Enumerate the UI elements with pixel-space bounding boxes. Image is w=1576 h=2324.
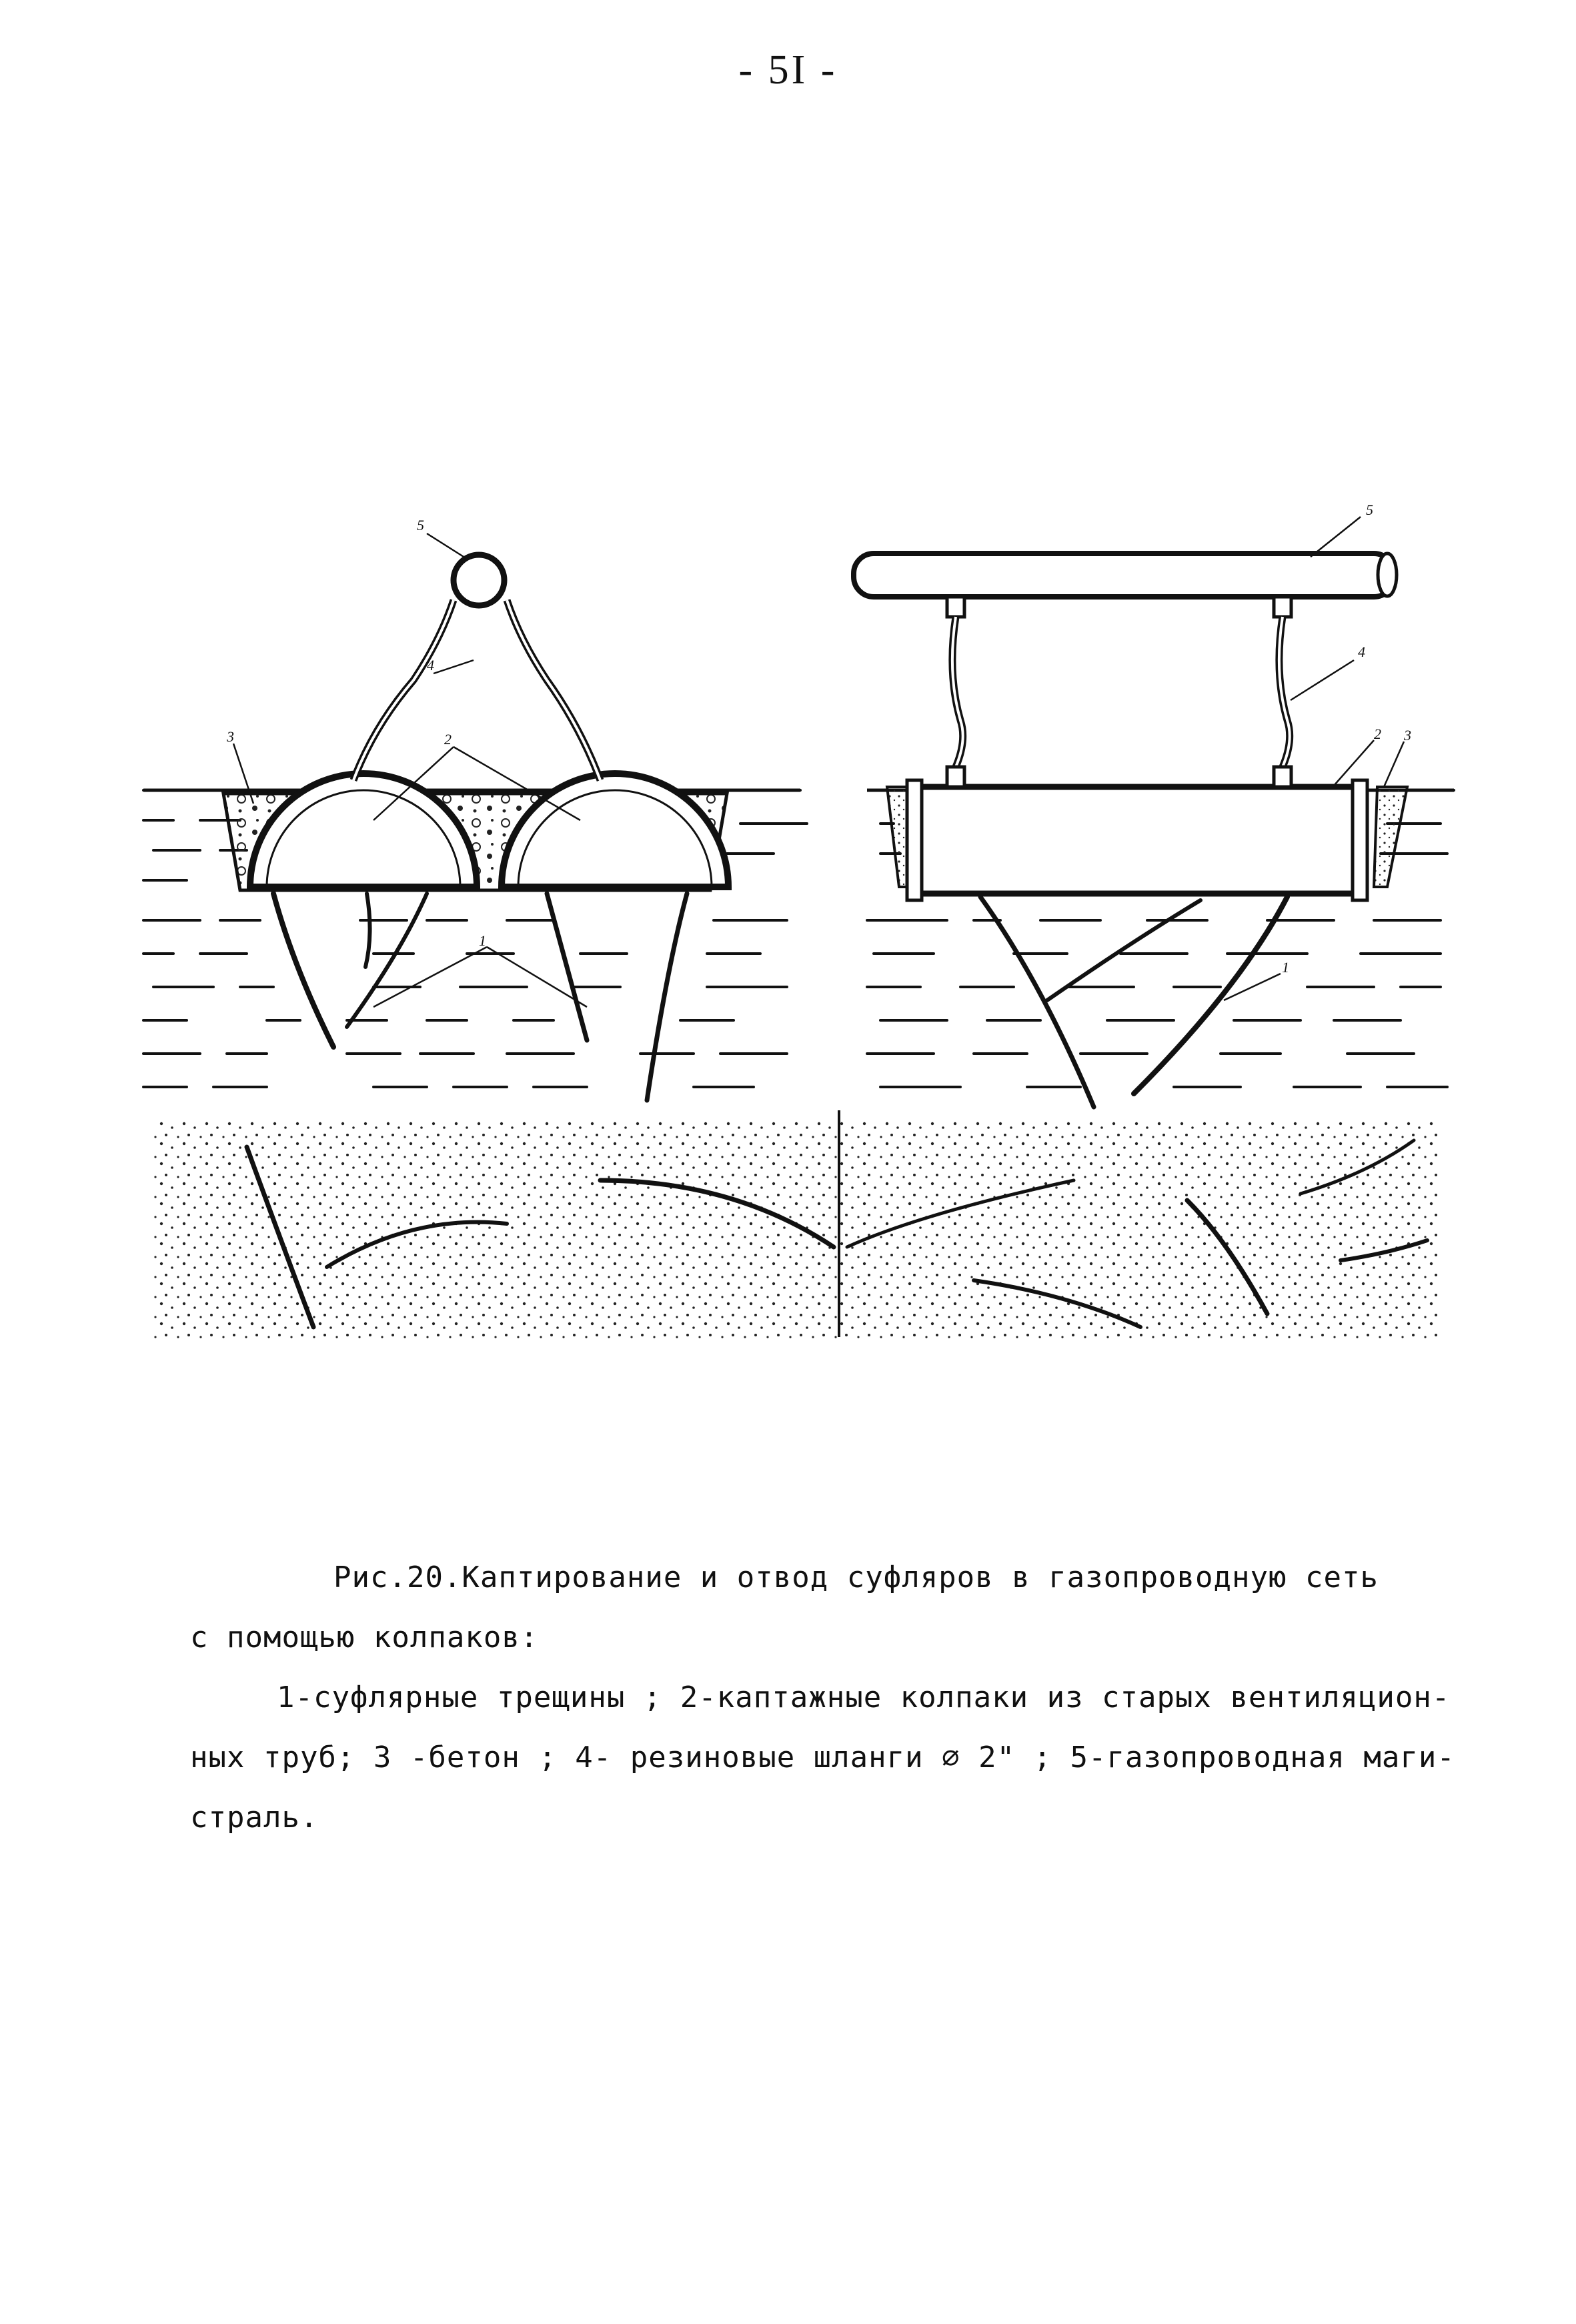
label-right-2: 2 bbox=[1374, 726, 1381, 742]
main-pipe-side bbox=[854, 553, 1394, 597]
label-left-1: 1 bbox=[479, 932, 486, 949]
caption-line-1: Рис.20.Каптирование и отвод суфляров в газопроводную сеть bbox=[333, 1560, 1379, 1594]
caption-line-5: страль. bbox=[190, 1801, 319, 1835]
left-view bbox=[223, 517, 728, 1100]
caption-line-3: 1-суфлярные трещины ; 2-каптажные колпаки из старых вентиляцион- bbox=[277, 1680, 1451, 1714]
main-pipe-cross-section bbox=[454, 555, 504, 606]
label-left-3: 3 bbox=[227, 728, 234, 745]
caption-line-4: ных труб; 3 -бетон ; 4- резиновые шланги ∅ 2" ; 5-газопроводная маги- bbox=[190, 1740, 1455, 1775]
hose-left-1 bbox=[353, 600, 454, 780]
label-right-5: 5 bbox=[1366, 501, 1373, 518]
label-right-3: 3 bbox=[1404, 727, 1411, 744]
label-left-5: 5 bbox=[417, 517, 424, 533]
label-left-2: 2 bbox=[444, 731, 452, 748]
page-number: - 5I - bbox=[738, 47, 838, 93]
label-right-1: 1 bbox=[1282, 959, 1289, 976]
right-view bbox=[854, 501, 1411, 1107]
label-left-4: 4 bbox=[427, 657, 434, 674]
bedrock-layer bbox=[153, 1110, 1441, 1340]
caption-line-2: с помощью колпаков: bbox=[190, 1620, 539, 1654]
cap-horizontal bbox=[914, 787, 1357, 894]
label-right-4: 4 bbox=[1358, 644, 1365, 660]
